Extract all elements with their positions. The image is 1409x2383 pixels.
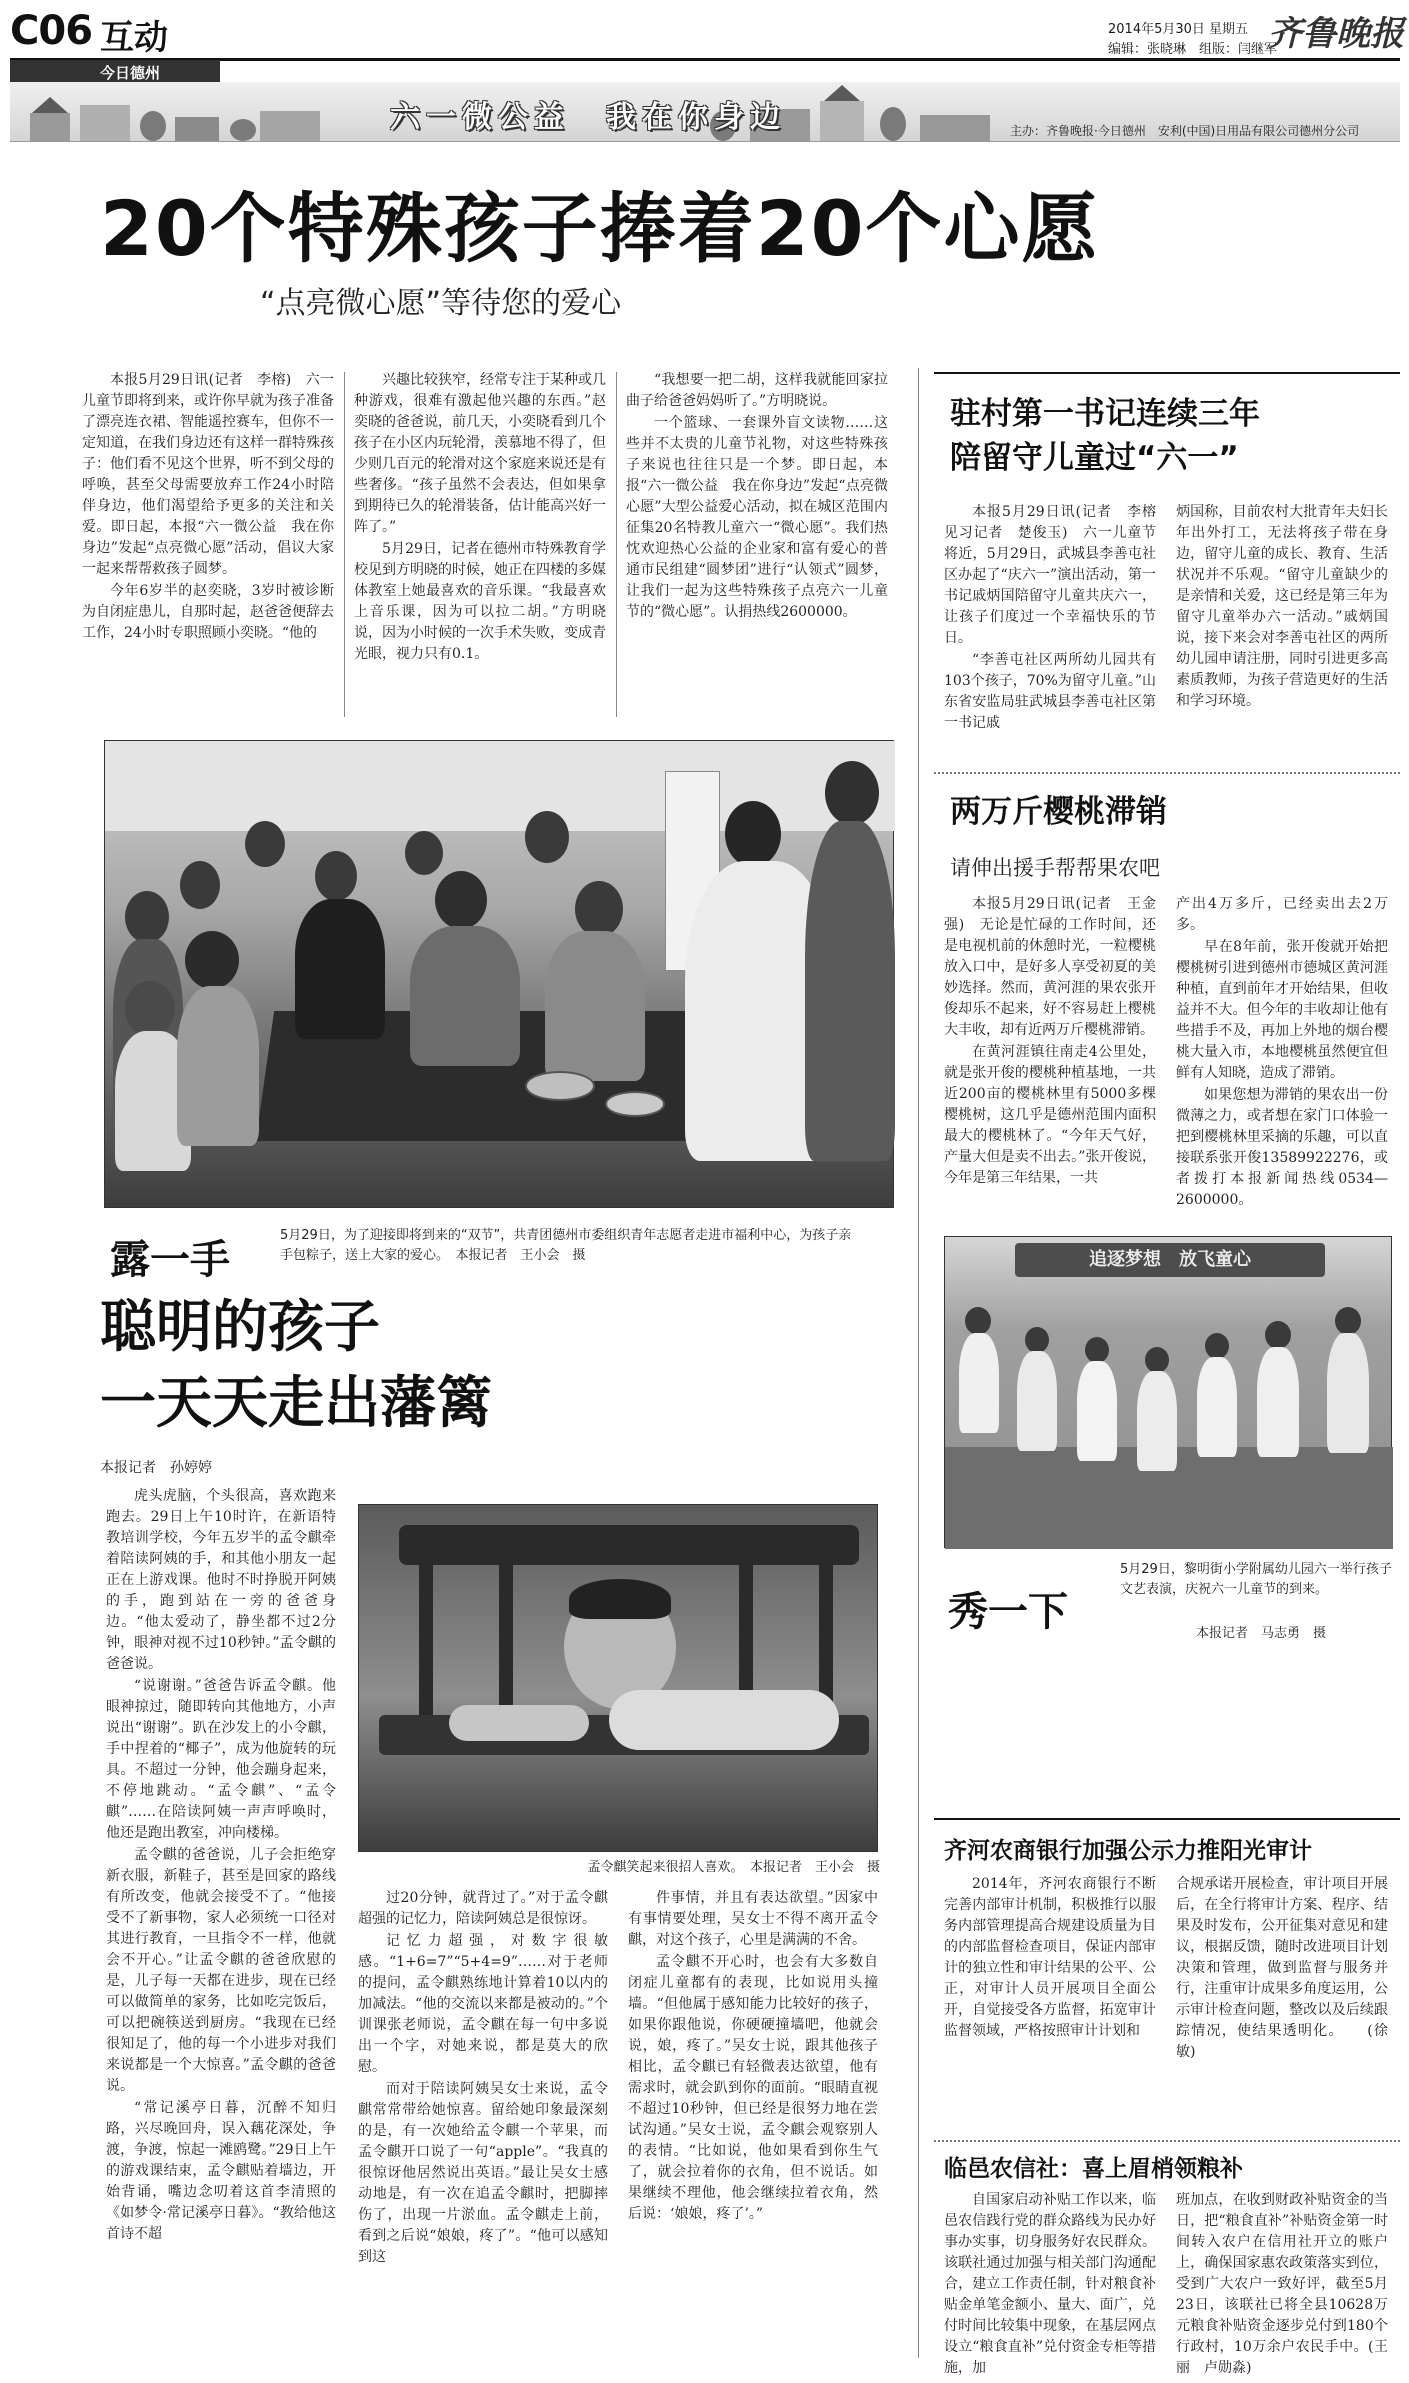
child-costume	[1327, 1333, 1369, 1453]
kindergarten-performance-photo	[944, 1236, 1392, 1548]
child-head	[1025, 1327, 1049, 1353]
child-costume	[1197, 1357, 1237, 1457]
roof-illustration	[32, 97, 68, 113]
paragraph: 记忆力超强，对数字很敏感。“1+6=7”“5+4=9”……对于老师的提问，孟令麒熟练地计算着10以内的加减法。“他的交流以来都是被动的。”个训课张老师说，孟令麒在每一句中多说出一个字，对她来说，都是莫大的欣慰。	[358, 1933, 608, 2075]
sidebar3-headline: 齐河农商银行加强公示力推阳光审计	[944, 1838, 1312, 1864]
photo-caption: 5月29日，黎明街小学附属幼儿园六一举行孩子文艺表演，庆祝六一儿童节的到来。	[1120, 1562, 1392, 1597]
house-illustration	[30, 113, 70, 141]
person-head	[435, 871, 487, 929]
child-costume	[1077, 1361, 1117, 1461]
page-number: C06	[10, 8, 93, 54]
section-separator	[934, 772, 1400, 774]
child-costume	[1137, 1371, 1177, 1471]
sidebar2-column-2	[1176, 894, 1388, 1224]
child-head	[1335, 1307, 1361, 1335]
house-illustration	[920, 115, 990, 141]
paragraph: 本报5月29日讯(记者 李榕 见习记者 楚俊玉) 六一儿童节将近，5月29日，武城县李善屯社区办起了“庆六一”演出活动，第一书记戚炳国陪留守儿童共庆六一，让孩子们度过一个幸福快乐的节日。	[944, 504, 1170, 646]
tree-illustration	[230, 119, 256, 141]
paragraph: 本报5月29日讯(记者 王金强) 无论是忙碌的工作时间，还是电视机前的休憩时光，一粒樱桃放入口中，是好多人享受初夏的美妙选择。然而，黄河涯的果农张开俊却乐不起来，好不容易赶上樱桃大丰收，却有近两万斤樱桃滞销。	[944, 896, 1156, 1038]
sidebar-divider	[918, 368, 919, 2358]
paragraph: 早在8年前，张开俊就开始把樱桃树引进到德州市德城区黄河涯种植，直到前年才开始结果，但收益并不大。但今年的丰收却让他有些措手不及，再加上外地的烟台樱桃大量入市，本地樱桃虽然便宜但鲜有人知晓，造成了滞销。	[1176, 939, 1388, 1081]
child-costume	[1017, 1351, 1057, 1451]
volunteers-wrapping-zongzi-photo	[104, 740, 894, 1208]
main-story-column-2	[354, 370, 606, 720]
person-head	[525, 811, 569, 863]
sidebar4-headline: 临邑农信社：喜上眉梢领粮补	[944, 2156, 1243, 2182]
child-head	[1205, 1333, 1229, 1359]
story2-column-1	[106, 1486, 336, 2366]
child-head	[185, 931, 239, 989]
headline-line: 陪留守儿童过“六一”	[950, 440, 1239, 476]
paragraph: 孟令麒不开心时，也会有大多数自闭症儿童都有的表现，比如说用头撞墙。“但他属于感知能力比较好的孩子，如果你跟他说，你硬硬撞墙吧，他就会说，娘，疼了。”吴女士说，跟其他孩子相比，孟令麒已有轻微表达欲望，他有需求时，就会趴到你的面前。“眼睛直视不超过10秒钟，但已经是很努力地在尝试沟通。”吴女士说，孟令麒会观察别人的表情。“比如说，他如果看到你生气了，就会拉着你的衣角，但不说话。如果继续不理他，他会继续拉着衣角，然后说：‘娘娘，疼了’。”	[628, 1954, 878, 2222]
bench-slat	[499, 1565, 513, 1715]
house-illustration	[820, 101, 864, 141]
paragraph: 本报5月29日讯(记者 李榕) 六一儿童节即将到来，或许你早就为孩子准备了漂亮连衣裙、智能遥控赛车，但你不一定知道，在我们身边还有这样一群特殊孩子：他们看不见这个世界，听不到父母的呼唤，甚至父母需要放弃工作24小时陪伴身边，他们渴望给予更多的关注和关爱。即日起，本报“六一微公益 我在你身边”发起“点亮微心愿”活动，倡议大家一起来帮帮救孩子圆梦。	[82, 372, 334, 577]
photo-caption: 孟令麒笑起来很招人喜欢。 本报记者 王小会 摄	[587, 1860, 880, 1875]
tree-illustration	[880, 107, 906, 141]
child-body	[177, 986, 259, 1146]
stage-banner: 追逐梦想 放飞童心	[1015, 1243, 1325, 1277]
sidebar2-column-1	[944, 894, 1156, 1224]
child-costume	[959, 1333, 999, 1433]
boy-hair	[569, 1579, 671, 1619]
masthead-logo: 齐鲁晚报	[1268, 14, 1404, 54]
date-line: 2014年5月30日 星期五	[1108, 22, 1249, 37]
main-headline: 20个特殊孩子捧着20个心愿	[100, 184, 1100, 273]
sidebar4-column-2	[1176, 2190, 1388, 2378]
steel-bowl	[525, 1071, 595, 1101]
house-illustration	[260, 111, 320, 141]
person-body	[805, 821, 895, 1161]
paragraph: 在黄河涯镇往南走4公里处，就是张开俊的樱桃种植基地，一共近200亩的樱桃林里有5000多棵樱桃树，这几乎是德州范围内面积最大的樱桃林了。“今年天气好，产量大但是卖不出去。”张开俊说，今年是第三年结果，一共	[944, 1044, 1156, 1186]
person-head	[825, 761, 879, 825]
story2-column-3	[628, 1888, 878, 2368]
paragraph: “说谢谢。”爸爸告诉孟令麒。他眼神掠过，随即转向其他地方，小声说出“谢谢”。趴在沙发上的小令麒，手中捏着的“椰子”，成为他旋转的玩具。不超过一分钟，他会蹦身起来，不停地跳动。“孟令麒”、“孟令麒”……在陪读阿姨一声声呼唤时，他还是跑出教室，冲向楼梯。	[106, 1678, 336, 1841]
person-head	[125, 891, 169, 943]
sidebar4-column-1	[944, 2190, 1156, 2378]
paragraph: 而对于陪读阿姨吴女士来说，孟令麒常常带给她惊喜。留给她印象最深刻的是，有一次她给孟令麒一个苹果，而孟令麒开口说了一句“apple”。“我真的很惊讶他居然说出英语。”最让吴女士感动地是，有一次在追孟令麒时，把脚摔伤了，出现一片淤血。孟令麒走上前，看到之后说“娘娘，疼了”。“他可以感知到这	[358, 2081, 608, 2265]
boy-body	[609, 1690, 839, 1750]
sidebar1-headline	[950, 392, 1260, 480]
editor-line: 编辑：张晓琳 组版：闫继军	[1108, 42, 1278, 57]
boy-arm	[449, 1705, 589, 1741]
paragraph: “李善屯社区两所幼儿园共有103个孩子，70%为留守儿童。”山东省安监局驻武城县李善屯社区第一书记戚	[944, 652, 1156, 731]
person-body	[545, 931, 645, 1081]
child-head	[1145, 1347, 1169, 1373]
paragraph: 过20分钟，就背过了。”对于孟令麒超强的记忆力，陪读阿姨总是很惊讶。	[358, 1890, 608, 1927]
child-costume	[1257, 1347, 1299, 1457]
story2-byline: 本报记者 孙婷婷	[100, 1460, 212, 1476]
paragraph: 虎头虎脑，个头很高，喜欢跑来跑去。29日上午10时许，在新语特教培训学校，今年五岁半的孟令麒牵着陪读阿姨的手，和其他小朋友一起正在上游戏课。他时不时挣脱开阿姨的手，跑到站在一旁的爸爸身边。“他太爱动了，静坐都不过2分钟，眼神对视不过10秒钟。”孟令麒的爸爸说。	[106, 1488, 336, 1672]
photo-tag: 秀一下	[948, 1589, 1068, 1635]
paragraph: 5月29日，记者在德州市特殊教育学校见到方明晓的时候，她正在四楼的多媒体教室上她最喜欢的音乐课。“我最喜欢上音乐课，因为可以拉二胡。”方明晓说，因为小时候的一次手术失败，变成青光眼，视力只有0.1。	[354, 541, 606, 662]
person-head	[180, 861, 220, 909]
paragraph: 件事情，并且有表达欲望。”因家中有事情要处理，吴女士不得不离开孟令麒，对这个孩子，心里是满满的不舍。	[628, 1890, 878, 1948]
person-body	[295, 899, 385, 1039]
sidebar-rule	[934, 1818, 1400, 1820]
main-subhead: “点亮微心愿”等待您的爱心	[260, 286, 622, 321]
photo-credit: 本报记者 马志勇 摄	[1196, 1626, 1327, 1641]
smiling-boy-on-bench-photo	[358, 1504, 878, 1852]
subsection-tag: 今日德州	[10, 60, 220, 82]
person-head	[405, 831, 443, 875]
paragraph: 自国家启动补贴工作以来，临邑农信践行党的群众路线为民办好事办实事，切身服务好农民群众。该联社通过加强与相关部门沟通配合，建立工作责任制，针对粮食补贴金单笔金额小、量大、面广，兑付时间比较集中现象，在基层网点设立“粮食直补”兑付资金专柜等措施，加	[944, 2192, 1156, 2376]
section-title: 互动	[100, 18, 168, 58]
tree-illustration	[140, 111, 166, 141]
bench-slat	[419, 1565, 433, 1715]
banner-title: 六一微公益 我在你身边	[390, 100, 786, 135]
banner-sponsor: 主办：齐鲁晚报·今日德州 安利(中国)日用品有限公司德州分公司	[1010, 124, 1360, 138]
photo-tag: 露一手	[110, 1237, 230, 1283]
sidebar2-subhead: 请伸出援手帮帮果农吧	[950, 856, 1160, 880]
headline-line: 一天天走出藩篱	[100, 1371, 492, 1436]
main-story-column-1	[82, 370, 334, 720]
sidebar-rule	[934, 372, 1400, 374]
person-body	[410, 926, 520, 1066]
person-head	[725, 801, 781, 867]
sidebar2-headline: 两万斤樱桃滞销	[950, 794, 1167, 830]
sidebar1-column-1	[944, 502, 1170, 762]
paragraph: 兴趣比较狭窄，经常专注于某种或几种游戏，很难有激起他兴趣的东西。”赵奕晓的爸爸说，前几天，小奕晓看到几个孩子在小区内玩轮滑，羡慕地不得了，但少则几百元的轮滑对这个家庭来说还是有些奢侈。“孩子虽然不会表达，但如果拿到期待已久的轮滑装备，估计能高兴好一阵了。”	[354, 372, 606, 535]
paragraph: 孟令麒的爸爸说，儿子会拒绝穿新衣服，新鞋子，甚至是回家的路线有所改变，他就会接受不了。“他接受不了新事物，家人必须统一口径对其进行教育，一旦指令不一样，他就会不开心。”让孟令麒的爸爸欣慰的是，儿子每一天都在进步，现在已经可以做简单的家务，比如吃完饭后，可以把碗筷送到厨房。“我现在已经很知足了，他的每一个小进步对我们来说都是一个大惊喜。”孟令麒的爸爸说。	[106, 1847, 336, 2094]
paragraph: 今年6岁半的赵奕晓，3岁时被诊断为自闭症患儿，自那时起，赵爸爸便辞去工作，24小时专职照顾小奕晓。“他的	[82, 583, 334, 641]
paragraph: 2014年，齐河农商银行不断完善内部审计机制，积极推行以服务内部管理提高合规建设质量为目的内部监督检查项目，保证内部审计的独立性和审计结果的公平、公正，对审计人员开展项目全面公开，自觉接受各方监督，拓宽审计监督领域，严格按照审计计划和	[944, 1876, 1156, 2039]
paragraph: 班加点，在收到财政补贴资金的当日，把“粮食直补”补贴资金第一时间转入农户在信用社开立的账户上，确保国家惠农政策落实到位，受到广大农户一致好评，截至5月23日，该联社已将全县10628万元粮食补贴资金逐步兑付到180个行政村，10万余户农民手中。(王丽 卢勋淼)	[1176, 2192, 1388, 2376]
column-divider	[344, 372, 345, 717]
sidebar3-column-1	[944, 1874, 1156, 2132]
paragraph: 产出4万多斤，已经卖出去2万多。	[1176, 896, 1388, 933]
paragraph: “常记溪亭日暮，沉醉不知归路，兴尽晚回舟，误入藕花深处，争渡，争渡，惊起一滩鸥鹭。”29日上午的游戏课结束，孟令麒贴着墙边，开始背诵，嘴边念叨着这首李清照的《如梦令·常记溪亭日暮》。“教给他这首诗不超	[106, 2100, 336, 2242]
person-head	[575, 881, 623, 937]
story2-headline	[100, 1290, 492, 1442]
child-head	[965, 1307, 991, 1335]
photo-caption: 5月29日，为了迎接即将到来的“双节”，共青团德州市委组织青年志愿者走进市福利中心，为孩子亲手包粽子，送上大家的爱心。 本报记者 王小会 摄	[280, 1228, 852, 1263]
sidebar3-column-2	[1176, 1874, 1388, 2132]
main-story-column-3	[626, 370, 888, 720]
child-head	[1085, 1337, 1109, 1363]
house-illustration	[175, 117, 219, 141]
child-head	[1265, 1321, 1291, 1349]
campaign-banner	[10, 82, 1400, 142]
roof-illustration	[824, 85, 860, 101]
story2-column-2	[358, 1888, 608, 2368]
steel-bowl	[605, 1091, 665, 1117]
sidebar1-column-2	[1176, 502, 1388, 762]
paragraph: 合规承诺开展检查，审计项目开展后，在全行将审计方案、程序、结果及时发布，公开征集对意见和建议，根据反馈，随时改进项目计划决策和管理，做到监督与服务并行，注重审计成果多角度运用，公示审计检查问题，整改以及后续跟踪情况，使结果透明化。 (徐敏)	[1176, 1876, 1388, 2060]
column-divider	[616, 372, 617, 717]
child-head	[125, 981, 175, 1037]
paragraph: 如果您想为滞销的果农出一份微薄之力，或者想在家门口体验一把到樱桃林里采摘的乐趣，可以直接联系张开俊13589922276，或者拨打本报新闻热线0534—2600000。	[1176, 1087, 1388, 1208]
section-separator	[934, 2140, 1400, 2142]
paragraph: “我想要一把二胡，这样我就能回家拉曲子给爸爸妈妈听了。”方明晓说。	[626, 372, 888, 409]
paragraph: 炳国称，目前农村大批青年夫妇长年出外打工，无法将孩子带在身边，留守儿童的成长、教育、生活状况并不乐观。“留守儿童缺少的是亲情和关爱，这已经是第三年为留守儿童举办六一活动。”戚炳国说，接下来会对李善屯社区的两所幼儿园申请注册，同时引进更多高素质教师，为孩子营造更好的生活和学习环境。	[1176, 504, 1388, 709]
house-illustration	[80, 105, 130, 141]
person-head	[315, 851, 357, 901]
headline-line: 驻村第一书记连续三年	[950, 396, 1260, 432]
headline-line: 聪明的孩子	[100, 1295, 380, 1360]
person-head	[245, 821, 285, 867]
paragraph: 一个篮球、一套课外盲文读物……这些并不太贵的儿童节礼物，对这些特殊孩子来说也往往只是一个梦。即日起，本报“六一微公益 我在你身边”发起“点亮微心愿”大型公益爱心活动，拟在城区范围内征集20名特教儿童六一“微心愿”。我们热忱欢迎热心公益的企业家和富有爱心的普通市民组建“圆梦团”进行“认领式”圆梦，让我们一起为这些特殊孩子点亮六一儿童节的“微心愿”。认捐热线2600000。	[626, 415, 888, 620]
bench-back-rail	[399, 1525, 859, 1565]
